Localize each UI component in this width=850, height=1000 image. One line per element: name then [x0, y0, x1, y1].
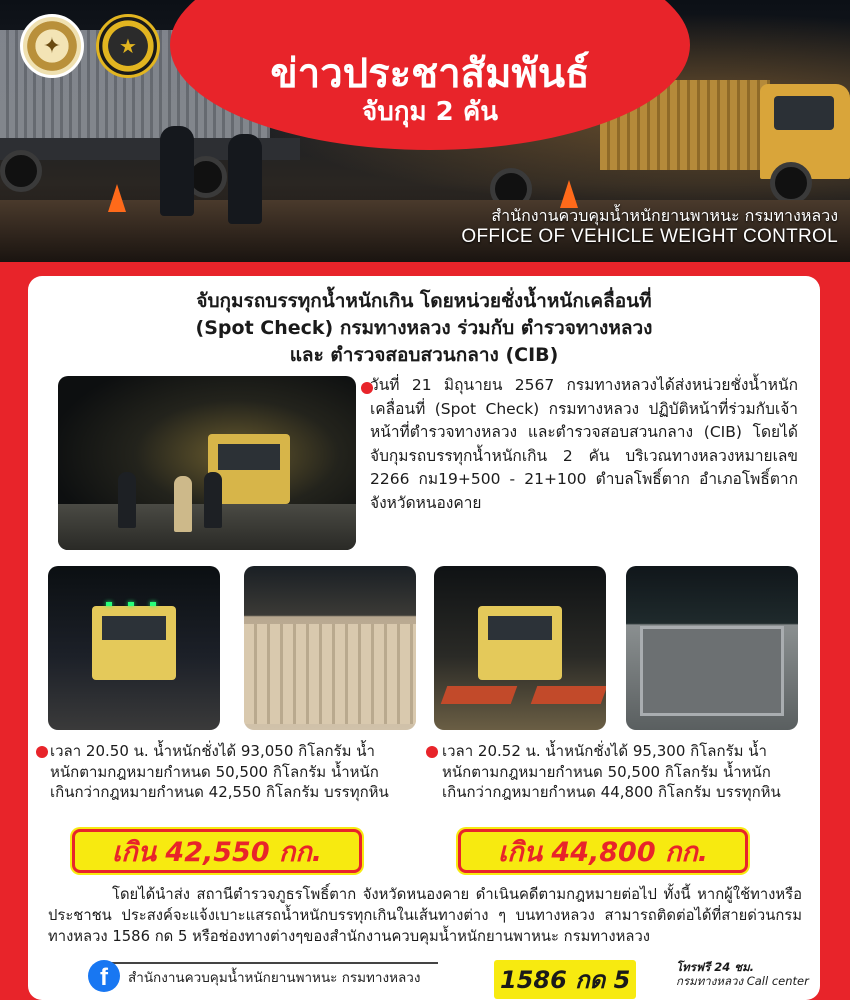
hotline-info: [676, 960, 809, 989]
cargo-bed: [640, 626, 784, 716]
overweight-badge-2: เกิน 44,800 กก.: [458, 829, 748, 873]
weigh-pad: [531, 686, 606, 704]
footer-divider: [108, 962, 438, 964]
officer-figure: [118, 472, 136, 528]
case-1-details: เวลา 20.50 น. น้ำหนักชั่งได้ 93,050 กิโลกรัม น้ำหนักตามกฎหมายกำหนด 50,500 กิโลกรัม น้ำหนักเกินกว่ากฎหมายกำหนด 42,550 กิโลกรัม บรรทุกหิน: [50, 742, 389, 802]
case-2-details: เวลา 20.52 น. น้ำหนักชั่งได้ 95,300 กิโลกรัม น้ำหนักตามกฎหมายกำหนด 50,500 กิโลกรัม น้ำหนักเกินกว่ากฎหมายกำหนด 44,800 กิโลกรัม บรรทุกหิน: [442, 742, 781, 802]
bullet-icon: [426, 746, 438, 758]
overweight-badge-1: เกิน 42,550 กก.: [72, 829, 362, 873]
bullet-icon: [36, 746, 48, 758]
footer: [28, 958, 820, 1000]
truck-light: [150, 602, 156, 606]
header-banner: [0, 0, 850, 262]
department-seal-logo: ✦: [20, 14, 84, 78]
call-center-label: กรมทางหลวง Call center: [676, 974, 809, 989]
facebook-icon[interactable]: f: [88, 960, 120, 992]
wheel: [770, 162, 812, 204]
hotline-number[interactable]: 1586 กด 5: [494, 960, 636, 999]
officer-figure: [204, 472, 222, 528]
headline-line: และ ตำรวจสอบสวนกลาง (CIB): [289, 343, 559, 366]
truck-light: [128, 602, 134, 606]
officer-figure: [174, 476, 192, 532]
hotline-hours: โทรฟรี 24 ชม.: [676, 960, 755, 974]
headline: [28, 288, 820, 369]
officer-figure: [160, 126, 194, 216]
truck-in-photo: [478, 606, 562, 680]
weigh-pad: [441, 686, 518, 704]
wheel: [0, 150, 42, 192]
cargo-photo-1: [244, 566, 416, 730]
office-name-thai: สำนักงานควบคุมน้ำหนักยานพาหนะ กรมทางหลวง: [491, 206, 838, 225]
operation-photo: [58, 376, 356, 550]
truck-right-cab: [760, 84, 850, 179]
page-subtitle: จับกุม 2 คัน: [362, 96, 498, 127]
headline-line: (Spot Check) กรมทางหลวง ร่วมกับ ตำรวจทางหลวง: [195, 316, 653, 339]
cargo-photo-2: [626, 566, 798, 730]
weight-control-badge-logo: ★: [96, 14, 160, 78]
news-card: [28, 276, 820, 1000]
truck-front-photo-1: [48, 566, 220, 730]
intro-paragraph: วันที่ 21 มิถุนายน 2567 กรมทางหลวงได้ส่งหน่วยชั่งน้ำหนักเคลื่อนที่ (Spot Check) กรมทางหลวง ปฏิบัติหน้าที่ร่วมกับเจ้าหน้าที่ตำรวจทางหลวง และตำรวจสอบสวนกลาง (CIB) โดยได้จับกุมรถบรรทุกน้ำหนักเกิน 2 คัน บริเวณทางหลวงหมายเลข 2266 กม19+500 - 21+100 ตำบลโพธิ์ตาก อำเภอโพธิ์ตาก จังหวัดหนองคาย: [370, 376, 798, 512]
officer-figure: [228, 134, 262, 224]
facebook-page-link[interactable]: สำนักงานควบคุมน้ำหนักยานพาหนะ กรมทางหลวง: [128, 970, 421, 986]
traffic-cone: [108, 184, 126, 212]
cargo-bed: [244, 624, 416, 724]
truck-in-photo: [92, 606, 176, 680]
office-name-english: OFFICE OF VEHICLE WEIGHT CONTROL: [461, 226, 838, 247]
headline-line: จับกุมรถบรรทุกน้ำหนักเกิน โดยหน่วยชั่งน้ำหนักเคลื่อนที่: [196, 290, 652, 312]
page-title: ข่าวประชาสัมพันธ์: [270, 50, 590, 97]
closing-paragraph: โดยได้นำส่ง สถานีตำรวจภูธรโพธิ์ตาก จังหวัดหนองคาย ดำเนินคดีตามกฎหมายต่อไป ทั้งนี้ หากผู้ใช้ทางหรือประชาชน ประสงค์จะแจ้งเบาะแสรถน้ำหนักบรรทุกเกินในเส้นทางต่าง ๆ บนทางหลวง สามารถติดต่อได้ที่สายด่วนกรมทางหลวง 1586 กด 5 หรือช่องทางต่างๆของสำนักงานควบคุมน้ำหนักยานพาหนะ กรมทางหลวง: [48, 886, 802, 945]
truck-front-photo-2: [434, 566, 606, 730]
truck-light: [106, 602, 112, 606]
